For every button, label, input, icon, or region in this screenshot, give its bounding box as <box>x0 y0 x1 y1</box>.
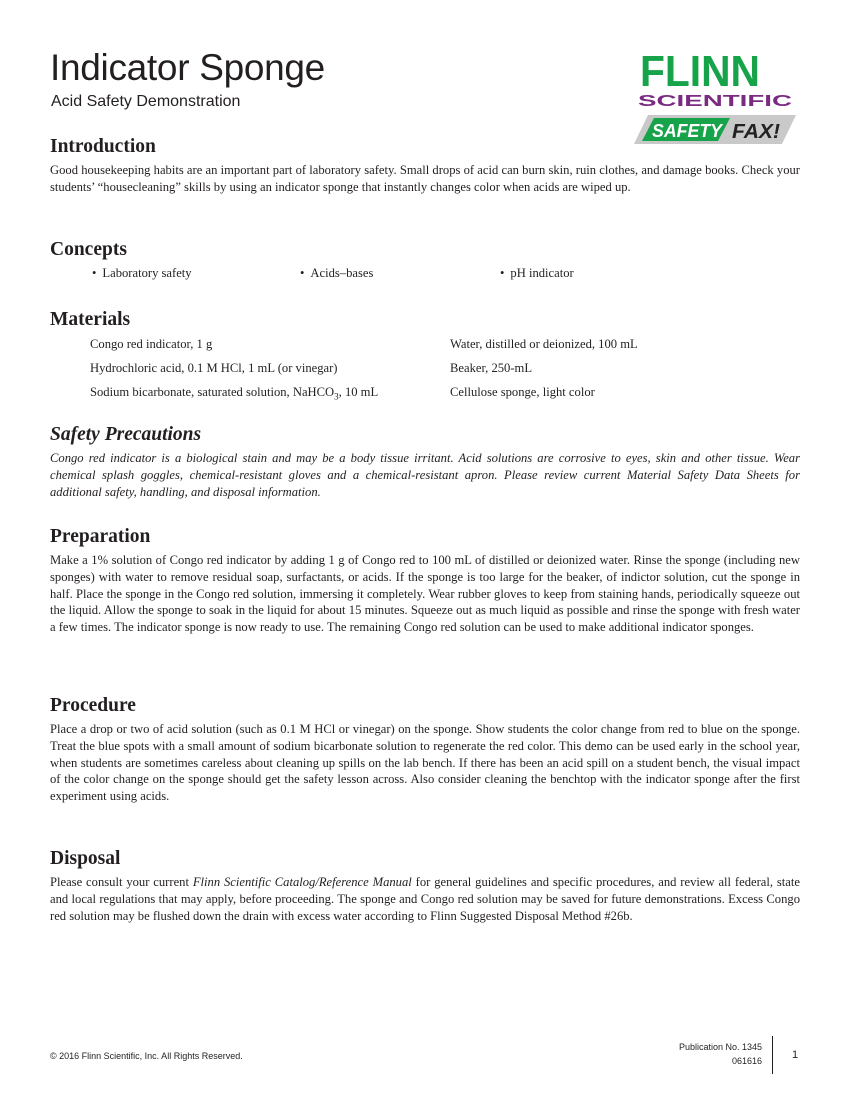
logo-flinn: FLINN <box>640 48 760 96</box>
flinn-safety-fax-logo <box>630 48 800 148</box>
material-item: Congo red indicator, 1 g <box>90 337 213 351</box>
section-materials <box>50 308 800 409</box>
material-item: Beaker, 250-mL <box>450 361 533 375</box>
material-item: Cellulose sponge, light color <box>450 385 595 399</box>
material-item: Water, distilled or deionized, 100 mL <box>450 337 638 351</box>
section-disposal <box>50 847 800 924</box>
catalog-reference: Flinn Scientific Catalog/Reference Manual <box>192 875 412 889</box>
footer-divider <box>772 1036 773 1074</box>
concepts-heading: Concepts <box>50 239 127 260</box>
page-number: 1 <box>792 1049 799 1061</box>
procedure-heading: Procedure <box>50 695 136 716</box>
material-item: Hydrochloric acid, 0.1 M HCl, 1 mL (or vinegar) <box>90 361 338 375</box>
introduction-text: Good housekeeping habits are an important part of laboratory safety. Small drops of acid can burn skin, ruin clothes, and damage books. Check your students’ “housecleaning” skills by using an indicator sponge that instantly changes color when acids are wiped up. <box>50 163 800 194</box>
materials-list <box>50 337 800 409</box>
disposal-heading: Disposal <box>50 848 121 869</box>
page-title: Indicator Sponge <box>50 47 325 88</box>
publication-number: Publication No. 1345 <box>678 1042 762 1052</box>
material-item: Sodium bicarbonate, saturated solution, NaHCO$_3$, 10 mL <box>90 385 379 402</box>
materials-heading: Materials <box>50 309 131 330</box>
section-procedure <box>50 694 800 805</box>
publication-code: 061616 <box>731 1056 762 1066</box>
footer-copyright: © 2016 Flinn Scientific, Inc. All Rights Reserved. <box>50 1051 243 1061</box>
preparation-text: Make a 1% solution of Congo red indicator by adding 1 g of Congo red to 100 mL of distilled or deionized water. Rinse the sponge (including new sponges) with water to remove residual soap, surfactants, or acids. If the sponge is too large for the beaker, of indictor solution, cut the sponge in half. Place the sponge in the Congo red solution, immersing it completely. Wear rubber gloves to keep from staining hands, periodically squeeze out the liquid. Allow the sponge to soak in the liquid for about 15 minutes. Squeeze out as much liquid as possible and rinse the sponge with fresh water a few times. The indicator sponge is now ready to use. The remaining Congo red solution can be used to make additional indicator sponges. <box>50 553 800 635</box>
logo-graphic <box>630 48 800 148</box>
safety-text: Congo red indicator is a biological stain and may be a body tissue irritant. Acid solutions are corrosive to eyes, skin and other tissue. Wear chemical splash goggles, chemical-resistant gloves and a chemical-resistant apron. Please review current Material Safety Data Sheets for additional safety, handling, and disposal information. <box>50 451 800 499</box>
section-concepts <box>50 238 800 288</box>
section-preparation <box>50 525 800 636</box>
section-introduction <box>50 135 800 196</box>
concept-item: • Acids–bases <box>300 266 373 281</box>
concept-item: • pH indicator <box>500 266 574 281</box>
concepts-list <box>50 266 800 288</box>
page-subtitle: Acid Safety Demonstration <box>51 93 241 110</box>
section-safety-precautions <box>50 423 800 500</box>
concept-item: • Laboratory safety <box>92 266 192 281</box>
introduction-heading: Introduction <box>50 136 156 157</box>
logo-safety: SAFETY <box>652 121 724 141</box>
disposal-text: Please consult your current Flinn Scientific Catalog/Reference Manual for general guidelines and specific procedures, and review all federal, state and local regulations that may apply, before proceeding. The sponge and Congo red solution may be saved for future demonstrations. Excess Congo red solution may be flushed down the drain with excess water according to Flinn Suggested Disposal Method #26b. <box>50 875 800 923</box>
logo-scientific: SCIENTIFIC <box>638 93 793 110</box>
safety-heading: Safety Precautions <box>50 424 202 445</box>
logo-fax: FAX! <box>732 121 781 143</box>
procedure-text: Place a drop or two of acid solution (such as 0.1 M HCl or vinegar) on the sponge. Show students the color change from red to blue on the sponge. Treat the blue spots with a small amount of sodium bicarbonate solution to regenerate the red color. This demo can be used early in the school year, when students are sometimes careless about cleaning up spills on the lab bench. If there has been an acid spill on a student bench, the visual impact of the color change on the sponge should get the safety lesson across. Also consider cleaning the benchtop with the indicator sponge after the first experiment using acids. <box>50 722 800 804</box>
preparation-heading: Preparation <box>50 526 151 547</box>
footer-publication <box>679 1040 762 1068</box>
